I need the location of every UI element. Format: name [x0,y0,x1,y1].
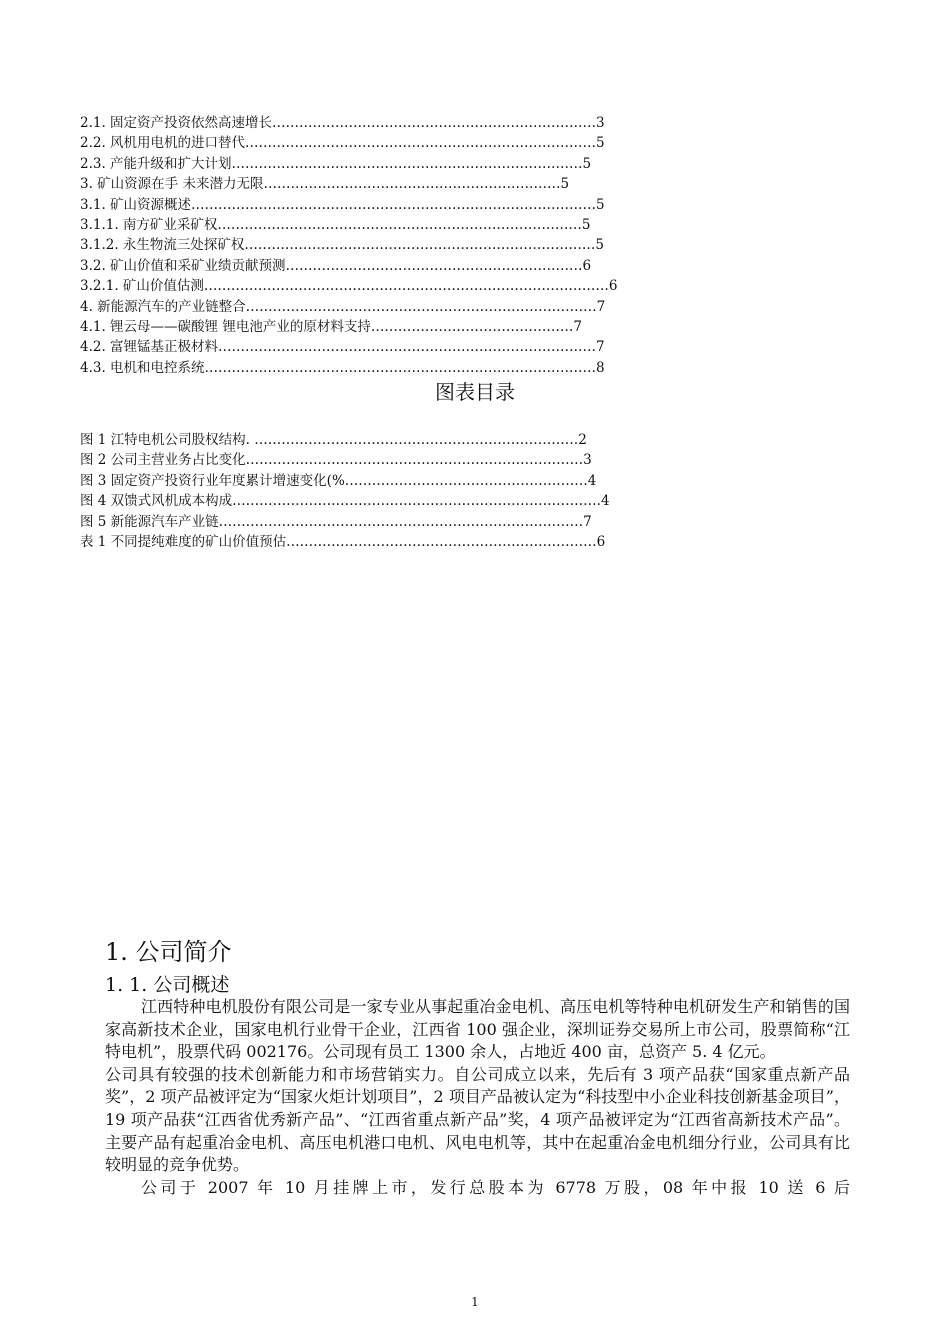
toc-entry[interactable]: 3.2. 矿山价值和采矿业绩贡献预测…………………………………………………………6 [80,257,592,274]
toc-entry[interactable]: 3.1.2. 永生物流三处探矿权……………………………………………………………………5 [80,237,605,254]
toc-entry[interactable]: 2.1. 固定资产投资依然高速增长………………………………………………………………3 [80,115,605,131]
toc-entry[interactable]: 4.2. 富锂锰基正极材料…………………………………………………………………………7 [80,339,605,356]
figure-entry[interactable]: 图 5 新能源汽车产业链………………………………………………………………………7 [80,513,592,530]
body-text [105,996,850,1199]
toc-entry[interactable]: 2.2. 风机用电机的进口替代……………………………………………………………………5 [80,135,605,152]
toc-entry[interactable]: 4.1. 锂云母——碳酸锂 锂电池产业的原材料支持………………………………………7 [80,318,582,335]
subsection-title: 1. 1. 公司概述 [105,974,230,996]
figure-entry[interactable]: 图 1 江特电机公司股权结构. ………………………………………………………………2 [80,432,587,448]
toc-entry[interactable]: 2.3. 产能升级和扩大计划……………………………………………………………………5 [80,155,592,172]
toc-entry[interactable]: 3.1.1. 南方矿业采矿权………………………………………………………………………5 [80,216,591,233]
paragraph: 公司于 2007 年 10 月挂牌上市，发行总股本为 6778 万股，08 年中报 10 送 6 后 [141,1177,850,1197]
figure-list-title: 图表目录 [435,380,515,404]
figure-entry[interactable]: 图 2 公司主营业务占比变化…………………………………………………………………3 [80,452,592,469]
figure-entry[interactable]: 图 4 双馈式风机成本构成……………………………………………………………………….4 [80,493,610,510]
toc-entry[interactable]: 3. 矿山资源在手 未来潜力无限…………………………………………………………5 [80,176,570,193]
toc-entry[interactable]: 3.1. 矿山资源概述………………………………………………………………………………5 [80,196,605,213]
paragraph: 江西特种电机股份有限公司是一家专业从事起重冶金电机、高压电机等特种电机研发生产和销售的国家高新技术企业，国家电机行业骨干企业，江西省 100 强企业，深圳证券交易所上市公司，股票简称“江特电机”，股票代码 002176。公司现有员工 1300 余人，占地近 400 亩，总资产 5. 4 亿元。 [105,997,850,1062]
page-number: 1 [471,1295,479,1309]
figure-entry[interactable]: 图 3 固定资产投资行业年度累计增速变化(%………………………………………………4 [80,472,597,489]
table-of-contents [80,113,750,378]
toc-entry[interactable]: 4. 新能源汽车的产业链整合……………………………………………………………………7 [80,298,606,315]
toc-entry[interactable]: 4.3. 电机和电控系统……………………………………………………………………………8 [80,359,605,376]
section-title: 1. 公司简介 [105,938,232,966]
paragraph: 公司具有较强的技术创新能力和市场营销实力。自公司成立以来，先后有 3 项产品获“国家重点新产品奖”，2 项产品被评定为“国家火炬计划项目”，2 项目产品被认定为“科技型中小企业科技创新基金项目”，19 项产品获“江西省优秀新产品”、“江西省重点新产品”奖，4 项产品被评定为“江西省高新技术产品”。主要产品有起重冶金电机、高压电机港口电机、风电电机等，其中在起重冶金电机细分行业，公司具有比较明显的竞争优势。 [105,1064,850,1175]
figure-entry[interactable]: 表 1 不同提纯难度的矿山价值预估……………………………………………………………6 [80,533,606,550]
toc-entry[interactable]: 3.2.1. 矿山价值估测………………………………………………………………………………6 [80,278,618,295]
figure-list [80,430,750,552]
